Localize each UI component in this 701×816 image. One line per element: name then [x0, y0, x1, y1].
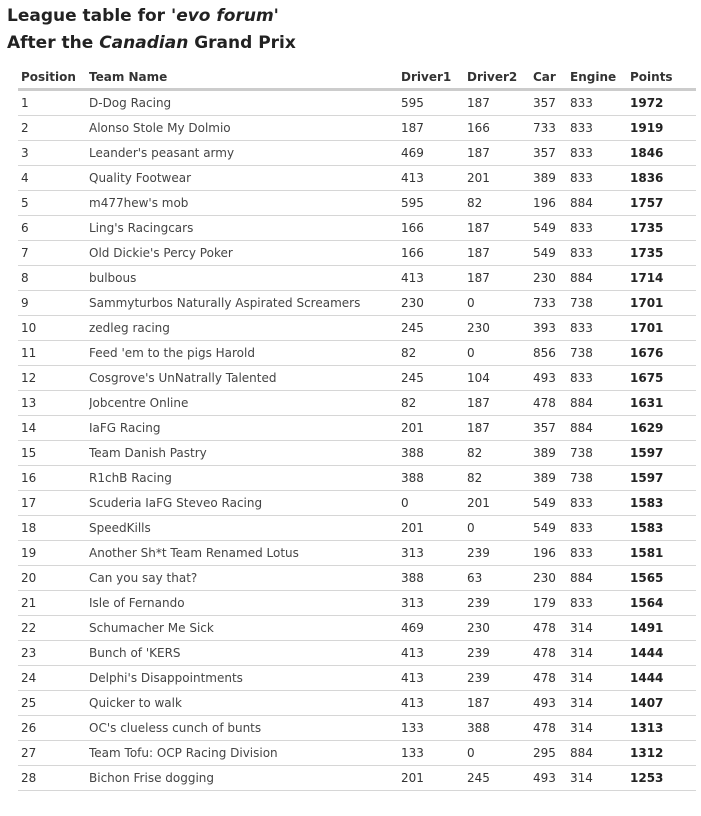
points-cell: 1253: [630, 766, 696, 791]
driver2-cell: 239: [467, 666, 533, 691]
position-cell: 23: [18, 641, 89, 666]
driver1-cell: 388: [401, 466, 467, 491]
league-table-header: [18, 67, 696, 90]
table-row: [18, 341, 696, 366]
table-row: [18, 466, 696, 491]
points-cell: 1597: [630, 441, 696, 466]
driver2-cell: 187: [467, 241, 533, 266]
points-cell: 1597: [630, 466, 696, 491]
engine-cell: 833: [570, 491, 630, 516]
team-name-cell: Scuderia IaFG Steveo Racing: [89, 491, 401, 516]
points-cell: 1631: [630, 391, 696, 416]
car-cell: 230: [533, 266, 570, 291]
header-driver2: Driver2: [467, 67, 533, 90]
position-cell: 19: [18, 541, 89, 566]
table-row: [18, 491, 696, 516]
engine-cell: 884: [570, 191, 630, 216]
driver1-cell: 201: [401, 766, 467, 791]
driver2-cell: 104: [467, 366, 533, 391]
engine-cell: 314: [570, 641, 630, 666]
driver2-cell: 245: [467, 766, 533, 791]
points-cell: 1629: [630, 416, 696, 441]
driver2-cell: 0: [467, 291, 533, 316]
table-row: [18, 741, 696, 766]
table-row: [18, 516, 696, 541]
team-name-cell: SpeedKills: [89, 516, 401, 541]
driver1-cell: 313: [401, 591, 467, 616]
title-forum-name: evo forum: [176, 6, 274, 26]
engine-cell: 884: [570, 416, 630, 441]
points-cell: 1565: [630, 566, 696, 591]
team-name-cell: Schumacher Me Sick: [89, 616, 401, 641]
title-suffix: ': [273, 6, 279, 26]
league-table: [18, 67, 696, 791]
table-row: [18, 166, 696, 191]
driver2-cell: 82: [467, 441, 533, 466]
league-table-body: [18, 90, 696, 791]
position-cell: 26: [18, 716, 89, 741]
car-cell: 493: [533, 691, 570, 716]
driver2-cell: 187: [467, 691, 533, 716]
car-cell: 493: [533, 366, 570, 391]
position-cell: 3: [18, 141, 89, 166]
driver1-cell: 166: [401, 241, 467, 266]
team-name-cell: Bichon Frise dogging: [89, 766, 401, 791]
team-name-cell: Quicker to walk: [89, 691, 401, 716]
points-cell: 1564: [630, 591, 696, 616]
engine-cell: 833: [570, 516, 630, 541]
engine-cell: 833: [570, 241, 630, 266]
points-cell: 1312: [630, 741, 696, 766]
team-name-cell: Leander's peasant army: [89, 141, 401, 166]
team-name-cell: D-Dog Racing: [89, 90, 401, 116]
team-name-cell: Feed 'em to the pigs Harold: [89, 341, 401, 366]
engine-cell: 833: [570, 366, 630, 391]
position-cell: 27: [18, 741, 89, 766]
table-row: [18, 141, 696, 166]
driver1-cell: 187: [401, 116, 467, 141]
engine-cell: 884: [570, 391, 630, 416]
engine-cell: 833: [570, 90, 630, 116]
driver1-cell: 245: [401, 316, 467, 341]
driver2-cell: 0: [467, 516, 533, 541]
driver1-cell: 82: [401, 341, 467, 366]
car-cell: 389: [533, 441, 570, 466]
team-name-cell: Another Sh*t Team Renamed Lotus: [89, 541, 401, 566]
car-cell: 357: [533, 416, 570, 441]
driver1-cell: 230: [401, 291, 467, 316]
team-name-cell: R1chB Racing: [89, 466, 401, 491]
title-prefix: League table for ': [7, 6, 177, 26]
car-cell: 549: [533, 216, 570, 241]
team-name-cell: zedleg racing: [89, 316, 401, 341]
driver2-cell: 201: [467, 166, 533, 191]
engine-cell: 833: [570, 316, 630, 341]
driver2-cell: 187: [467, 216, 533, 241]
engine-cell: 884: [570, 741, 630, 766]
driver2-cell: 239: [467, 541, 533, 566]
car-cell: 549: [533, 241, 570, 266]
points-cell: 1735: [630, 216, 696, 241]
car-cell: 478: [533, 641, 570, 666]
driver1-cell: 313: [401, 541, 467, 566]
points-cell: 1757: [630, 191, 696, 216]
points-cell: 1714: [630, 266, 696, 291]
header-car: Car: [533, 67, 570, 90]
table-row: [18, 641, 696, 666]
car-cell: 357: [533, 141, 570, 166]
table-row: [18, 566, 696, 591]
car-cell: 478: [533, 616, 570, 641]
subtitle-prefix: After the: [7, 33, 100, 53]
driver2-cell: 82: [467, 466, 533, 491]
position-cell: 13: [18, 391, 89, 416]
position-cell: 11: [18, 341, 89, 366]
points-cell: 1444: [630, 666, 696, 691]
driver1-cell: 413: [401, 666, 467, 691]
car-cell: 549: [533, 491, 570, 516]
table-row: [18, 541, 696, 566]
position-cell: 18: [18, 516, 89, 541]
car-cell: 196: [533, 191, 570, 216]
header-engine: Engine: [570, 67, 630, 90]
driver2-cell: 187: [467, 90, 533, 116]
position-cell: 7: [18, 241, 89, 266]
car-cell: 478: [533, 391, 570, 416]
table-row: [18, 216, 696, 241]
points-cell: 1701: [630, 316, 696, 341]
table-row: [18, 191, 696, 216]
car-cell: 478: [533, 716, 570, 741]
table-row: [18, 90, 696, 116]
engine-cell: 738: [570, 341, 630, 366]
driver2-cell: 230: [467, 616, 533, 641]
car-cell: 393: [533, 316, 570, 341]
position-cell: 20: [18, 566, 89, 591]
position-cell: 10: [18, 316, 89, 341]
table-row: [18, 391, 696, 416]
engine-cell: 738: [570, 466, 630, 491]
driver1-cell: 595: [401, 191, 467, 216]
table-row: [18, 591, 696, 616]
points-cell: 1701: [630, 291, 696, 316]
engine-cell: 884: [570, 266, 630, 291]
car-cell: 478: [533, 666, 570, 691]
engine-cell: 314: [570, 716, 630, 741]
driver2-cell: 239: [467, 641, 533, 666]
engine-cell: 833: [570, 166, 630, 191]
team-name-cell: IaFG Racing: [89, 416, 401, 441]
driver2-cell: 166: [467, 116, 533, 141]
table-row: [18, 291, 696, 316]
driver1-cell: 413: [401, 266, 467, 291]
header-points: Points: [630, 67, 696, 90]
driver1-cell: 469: [401, 141, 467, 166]
driver1-cell: 413: [401, 166, 467, 191]
engine-cell: 314: [570, 766, 630, 791]
engine-cell: 833: [570, 116, 630, 141]
engine-cell: 314: [570, 691, 630, 716]
position-cell: 2: [18, 116, 89, 141]
points-cell: 1836: [630, 166, 696, 191]
driver1-cell: 469: [401, 616, 467, 641]
table-row: [18, 266, 696, 291]
engine-cell: 314: [570, 616, 630, 641]
points-cell: 1407: [630, 691, 696, 716]
car-cell: 389: [533, 466, 570, 491]
table-row: [18, 116, 696, 141]
car-cell: 549: [533, 516, 570, 541]
engine-cell: 884: [570, 566, 630, 591]
points-cell: 1919: [630, 116, 696, 141]
car-cell: 196: [533, 541, 570, 566]
driver2-cell: 187: [467, 416, 533, 441]
driver2-cell: 239: [467, 591, 533, 616]
engine-cell: 738: [570, 441, 630, 466]
car-cell: 357: [533, 90, 570, 116]
table-row: [18, 691, 696, 716]
driver2-cell: 0: [467, 741, 533, 766]
team-name-cell: OC's clueless cunch of bunts: [89, 716, 401, 741]
car-cell: 295: [533, 741, 570, 766]
team-name-cell: Delphi's Disappointments: [89, 666, 401, 691]
team-name-cell: Quality Footwear: [89, 166, 401, 191]
driver2-cell: 201: [467, 491, 533, 516]
driver2-cell: 82: [467, 191, 533, 216]
position-cell: 25: [18, 691, 89, 716]
driver2-cell: 187: [467, 391, 533, 416]
page-subtitle: [7, 31, 701, 55]
position-cell: 24: [18, 666, 89, 691]
car-cell: 230: [533, 566, 570, 591]
driver1-cell: 413: [401, 641, 467, 666]
team-name-cell: Alonso Stole My Dolmio: [89, 116, 401, 141]
position-cell: 16: [18, 466, 89, 491]
table-row: [18, 716, 696, 741]
points-cell: 1972: [630, 90, 696, 116]
page-title: [7, 4, 701, 28]
position-cell: 6: [18, 216, 89, 241]
team-name-cell: Jobcentre Online: [89, 391, 401, 416]
team-name-cell: Cosgrove's UnNatrally Talented: [89, 366, 401, 391]
team-name-cell: Isle of Fernando: [89, 591, 401, 616]
table-row: [18, 441, 696, 466]
position-cell: 15: [18, 441, 89, 466]
team-name-cell: Team Danish Pastry: [89, 441, 401, 466]
driver1-cell: 133: [401, 741, 467, 766]
points-cell: 1581: [630, 541, 696, 566]
driver1-cell: 245: [401, 366, 467, 391]
team-name-cell: Ling's Racingcars: [89, 216, 401, 241]
position-cell: 12: [18, 366, 89, 391]
points-cell: 1846: [630, 141, 696, 166]
engine-cell: 314: [570, 666, 630, 691]
table-row: [18, 616, 696, 641]
points-cell: 1675: [630, 366, 696, 391]
position-cell: 4: [18, 166, 89, 191]
team-name-cell: bulbous: [89, 266, 401, 291]
position-cell: 28: [18, 766, 89, 791]
car-cell: 389: [533, 166, 570, 191]
driver1-cell: 388: [401, 566, 467, 591]
driver2-cell: 187: [467, 266, 533, 291]
driver2-cell: 63: [467, 566, 533, 591]
engine-cell: 833: [570, 591, 630, 616]
driver1-cell: 166: [401, 216, 467, 241]
table-row: [18, 241, 696, 266]
points-cell: 1676: [630, 341, 696, 366]
driver1-cell: 133: [401, 716, 467, 741]
position-cell: 22: [18, 616, 89, 641]
driver1-cell: 413: [401, 691, 467, 716]
driver2-cell: 230: [467, 316, 533, 341]
car-cell: 733: [533, 116, 570, 141]
car-cell: 493: [533, 766, 570, 791]
points-cell: 1583: [630, 491, 696, 516]
position-cell: 17: [18, 491, 89, 516]
team-name-cell: Team Tofu: OCP Racing Division: [89, 741, 401, 766]
engine-cell: 738: [570, 291, 630, 316]
team-name-cell: Sammyturbos Naturally Aspirated Screamers: [89, 291, 401, 316]
team-name-cell: Can you say that?: [89, 566, 401, 591]
table-row: [18, 316, 696, 341]
team-name-cell: Old Dickie's Percy Poker: [89, 241, 401, 266]
table-row: [18, 366, 696, 391]
header-position: Position: [18, 67, 89, 90]
team-name-cell: Bunch of 'KERS: [89, 641, 401, 666]
header-team-name: Team Name: [89, 67, 401, 90]
engine-cell: 833: [570, 216, 630, 241]
points-cell: 1583: [630, 516, 696, 541]
car-cell: 179: [533, 591, 570, 616]
driver2-cell: 388: [467, 716, 533, 741]
engine-cell: 833: [570, 541, 630, 566]
position-cell: 5: [18, 191, 89, 216]
position-cell: 21: [18, 591, 89, 616]
subtitle-suffix: Grand Prix: [188, 33, 296, 53]
driver1-cell: 82: [401, 391, 467, 416]
driver1-cell: 201: [401, 516, 467, 541]
driver1-cell: 201: [401, 416, 467, 441]
header-driver1: Driver1: [401, 67, 467, 90]
table-row: [18, 766, 696, 791]
driver1-cell: 0: [401, 491, 467, 516]
team-name-cell: m477hew's mob: [89, 191, 401, 216]
position-cell: 9: [18, 291, 89, 316]
driver2-cell: 187: [467, 141, 533, 166]
car-cell: 856: [533, 341, 570, 366]
driver1-cell: 388: [401, 441, 467, 466]
position-cell: 1: [18, 90, 89, 116]
car-cell: 733: [533, 291, 570, 316]
position-cell: 14: [18, 416, 89, 441]
table-row: [18, 416, 696, 441]
points-cell: 1313: [630, 716, 696, 741]
driver1-cell: 595: [401, 90, 467, 116]
position-cell: 8: [18, 266, 89, 291]
header-row: [18, 67, 696, 90]
engine-cell: 833: [570, 141, 630, 166]
points-cell: 1444: [630, 641, 696, 666]
table-row: [18, 666, 696, 691]
points-cell: 1735: [630, 241, 696, 266]
driver2-cell: 0: [467, 341, 533, 366]
subtitle-race-name: Canadian: [99, 33, 189, 53]
points-cell: 1491: [630, 616, 696, 641]
